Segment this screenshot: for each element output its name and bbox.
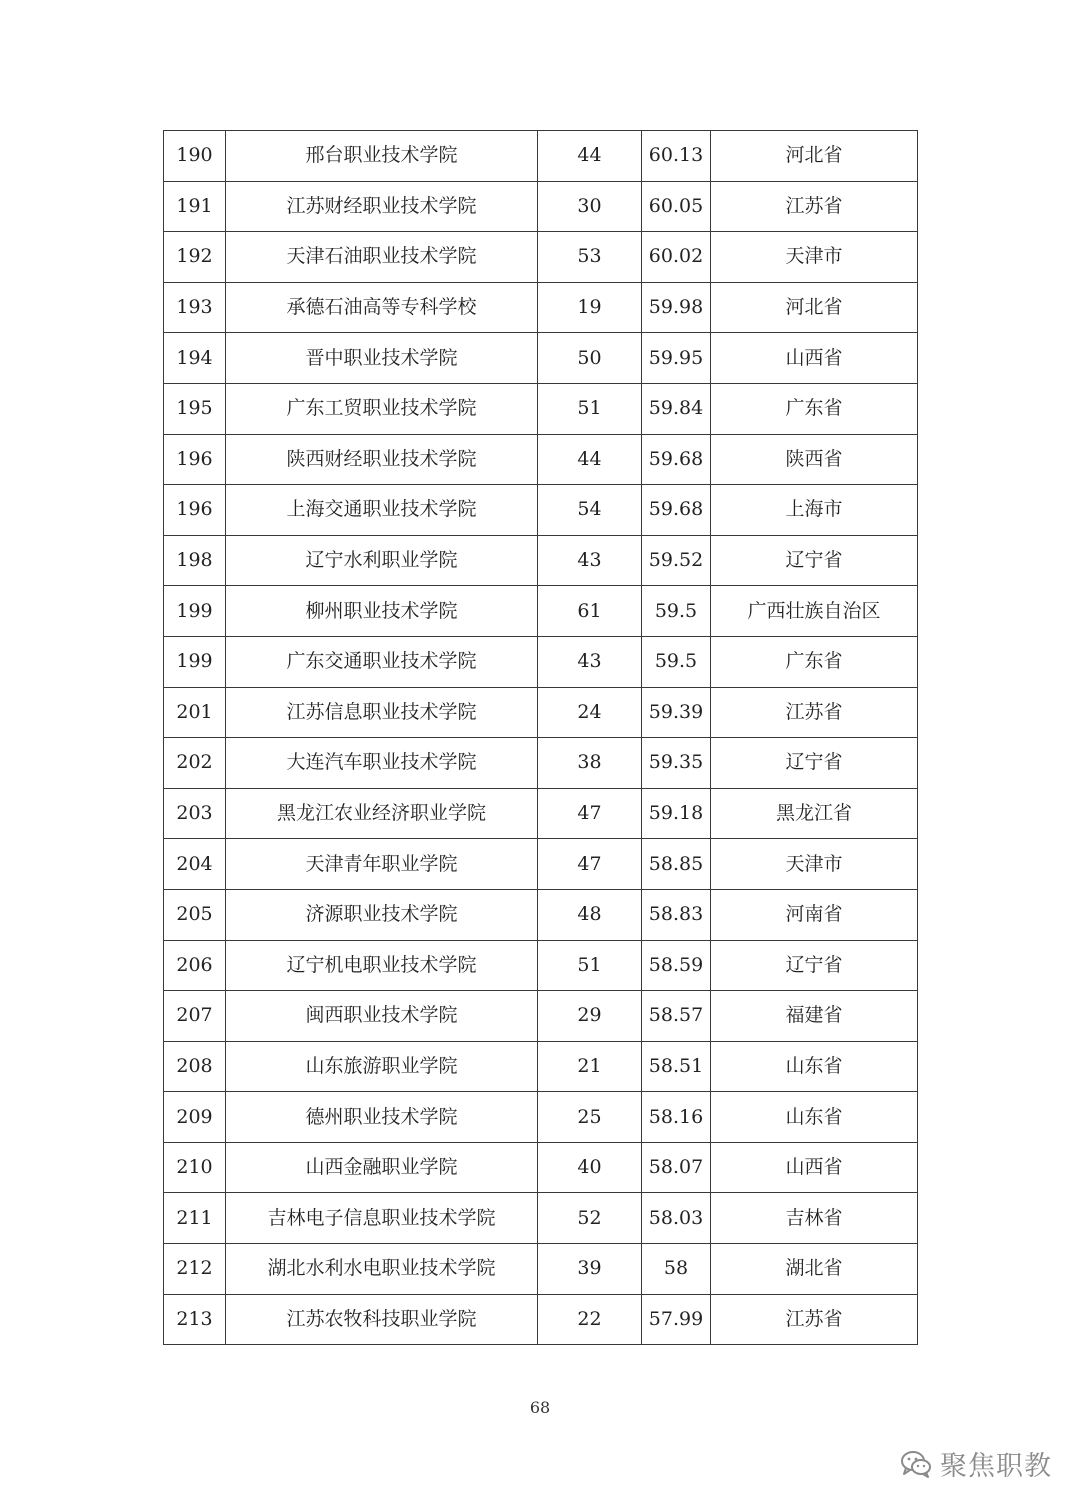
score-cell: 59.98 — [642, 282, 711, 333]
rank-cell: 199 — [164, 586, 226, 637]
province-cell: 河南省 — [711, 889, 918, 940]
province-cell: 广西壮族自治区 — [711, 586, 918, 637]
rank-cell: 192 — [164, 232, 226, 283]
rank-cell: 190 — [164, 131, 226, 182]
college-name-cell: 大连汽车职业技术学院 — [226, 738, 538, 789]
table-row — [164, 434, 918, 485]
college-name-cell: 闽西职业技术学院 — [226, 991, 538, 1042]
college-name-cell: 承德石油高等专科学校 — [226, 282, 538, 333]
rank-cell: 194 — [164, 333, 226, 384]
rank-cell: 196 — [164, 485, 226, 536]
rank-cell: 207 — [164, 991, 226, 1042]
rank-cell: 193 — [164, 282, 226, 333]
score-cell: 59.52 — [642, 535, 711, 586]
college-name-cell: 上海交通职业技术学院 — [226, 485, 538, 536]
college-name-cell: 德州职业技术学院 — [226, 1092, 538, 1143]
college-name-cell: 黑龙江农业经济职业学院 — [226, 788, 538, 839]
rank-cell: 211 — [164, 1193, 226, 1244]
score-cell: 57.99 — [642, 1294, 711, 1345]
rank-cell: 213 — [164, 1294, 226, 1345]
province-cell: 福建省 — [711, 991, 918, 1042]
score-cell: 58.07 — [642, 1142, 711, 1193]
province-cell: 山东省 — [711, 1041, 918, 1092]
province-cell: 广东省 — [711, 636, 918, 687]
table-row — [164, 485, 918, 536]
score-cell: 59.68 — [642, 485, 711, 536]
count-cell: 43 — [538, 535, 642, 586]
rank-cell: 202 — [164, 738, 226, 789]
rank-cell: 191 — [164, 181, 226, 232]
table-row — [164, 383, 918, 434]
rank-cell: 204 — [164, 839, 226, 890]
count-cell: 54 — [538, 485, 642, 536]
province-cell: 广东省 — [711, 383, 918, 434]
rank-cell: 196 — [164, 434, 226, 485]
province-cell: 江苏省 — [711, 687, 918, 738]
college-name-cell: 江苏财经职业技术学院 — [226, 181, 538, 232]
count-cell: 47 — [538, 839, 642, 890]
table-row — [164, 889, 918, 940]
score-cell: 58.16 — [642, 1092, 711, 1143]
table-row — [164, 940, 918, 991]
wechat-icon — [900, 1450, 932, 1478]
rank-cell: 205 — [164, 889, 226, 940]
college-name-cell: 山东旅游职业学院 — [226, 1041, 538, 1092]
table-row — [164, 1142, 918, 1193]
table-row — [164, 232, 918, 283]
rank-cell: 198 — [164, 535, 226, 586]
score-cell: 58.03 — [642, 1193, 711, 1244]
rank-cell: 203 — [164, 788, 226, 839]
score-cell: 58 — [642, 1244, 711, 1295]
rank-cell: 209 — [164, 1092, 226, 1143]
table-row — [164, 181, 918, 232]
college-name-cell: 辽宁水利职业学院 — [226, 535, 538, 586]
college-name-cell: 天津石油职业技术学院 — [226, 232, 538, 283]
score-cell: 60.05 — [642, 181, 711, 232]
college-name-cell: 邢台职业技术学院 — [226, 131, 538, 182]
province-cell: 吉林省 — [711, 1193, 918, 1244]
college-name-cell: 济源职业技术学院 — [226, 889, 538, 940]
score-cell: 59.5 — [642, 586, 711, 637]
count-cell: 19 — [538, 282, 642, 333]
score-cell: 59.5 — [642, 636, 711, 687]
province-cell: 江苏省 — [711, 181, 918, 232]
table-row — [164, 1244, 918, 1295]
college-name-cell: 山西金融职业学院 — [226, 1142, 538, 1193]
watermark-text: 聚焦职教 — [940, 1451, 1052, 1482]
count-cell: 39 — [538, 1244, 642, 1295]
college-name-cell: 广东交通职业技术学院 — [226, 636, 538, 687]
table-row — [164, 282, 918, 333]
college-name-cell: 陕西财经职业技术学院 — [226, 434, 538, 485]
count-cell: 44 — [538, 434, 642, 485]
count-cell: 51 — [538, 383, 642, 434]
ranking-table — [163, 130, 918, 1345]
province-cell: 河北省 — [711, 282, 918, 333]
rank-cell: 210 — [164, 1142, 226, 1193]
table-row — [164, 1193, 918, 1244]
count-cell: 47 — [538, 788, 642, 839]
province-cell: 上海市 — [711, 485, 918, 536]
table-row — [164, 1041, 918, 1092]
table-row — [164, 333, 918, 384]
ranking-table-body — [164, 131, 918, 1345]
province-cell: 黑龙江省 — [711, 788, 918, 839]
rank-cell: 195 — [164, 383, 226, 434]
count-cell: 22 — [538, 1294, 642, 1345]
count-cell: 61 — [538, 586, 642, 637]
province-cell: 辽宁省 — [711, 940, 918, 991]
college-name-cell: 辽宁机电职业技术学院 — [226, 940, 538, 991]
table-row — [164, 586, 918, 637]
count-cell: 29 — [538, 991, 642, 1042]
province-cell: 山东省 — [711, 1092, 918, 1143]
province-cell: 陕西省 — [711, 434, 918, 485]
table-row — [164, 1294, 918, 1345]
province-cell: 天津市 — [711, 839, 918, 890]
college-name-cell: 江苏农牧科技职业学院 — [226, 1294, 538, 1345]
score-cell: 60.02 — [642, 232, 711, 283]
count-cell: 40 — [538, 1142, 642, 1193]
rank-cell: 206 — [164, 940, 226, 991]
table-row — [164, 738, 918, 789]
count-cell: 24 — [538, 687, 642, 738]
count-cell: 25 — [538, 1092, 642, 1143]
province-cell: 湖北省 — [711, 1244, 918, 1295]
college-name-cell: 晋中职业技术学院 — [226, 333, 538, 384]
count-cell: 30 — [538, 181, 642, 232]
college-name-cell: 柳州职业技术学院 — [226, 586, 538, 637]
table-row — [164, 788, 918, 839]
rank-cell: 208 — [164, 1041, 226, 1092]
college-name-cell: 江苏信息职业技术学院 — [226, 687, 538, 738]
score-cell: 60.13 — [642, 131, 711, 182]
score-cell: 59.18 — [642, 788, 711, 839]
province-cell: 江苏省 — [711, 1294, 918, 1345]
table-row — [164, 131, 918, 182]
score-cell: 59.68 — [642, 434, 711, 485]
count-cell: 52 — [538, 1193, 642, 1244]
rank-cell: 199 — [164, 636, 226, 687]
table-row — [164, 991, 918, 1042]
score-cell: 59.39 — [642, 687, 711, 738]
table-row — [164, 839, 918, 890]
page-number: 68 — [529, 1398, 551, 1417]
score-cell: 58.85 — [642, 839, 711, 890]
score-cell: 58.59 — [642, 940, 711, 991]
college-name-cell: 吉林电子信息职业技术学院 — [226, 1193, 538, 1244]
table-row — [164, 687, 918, 738]
province-cell: 山西省 — [711, 333, 918, 384]
count-cell: 53 — [538, 232, 642, 283]
province-cell: 山西省 — [711, 1142, 918, 1193]
score-cell: 59.95 — [642, 333, 711, 384]
count-cell: 50 — [538, 333, 642, 384]
score-cell: 59.35 — [642, 738, 711, 789]
score-cell: 59.84 — [642, 383, 711, 434]
college-name-cell: 湖北水利水电职业技术学院 — [226, 1244, 538, 1295]
score-cell: 58.83 — [642, 889, 711, 940]
count-cell: 48 — [538, 889, 642, 940]
table-row — [164, 636, 918, 687]
count-cell: 43 — [538, 636, 642, 687]
province-cell: 辽宁省 — [711, 738, 918, 789]
rank-cell: 212 — [164, 1244, 226, 1295]
college-name-cell: 广东工贸职业技术学院 — [226, 383, 538, 434]
province-cell: 辽宁省 — [711, 535, 918, 586]
count-cell: 44 — [538, 131, 642, 182]
watermark — [900, 1444, 1052, 1483]
table-row — [164, 1092, 918, 1143]
count-cell: 38 — [538, 738, 642, 789]
score-cell: 58.57 — [642, 991, 711, 1042]
college-name-cell: 天津青年职业学院 — [226, 839, 538, 890]
province-cell: 天津市 — [711, 232, 918, 283]
table-row — [164, 535, 918, 586]
count-cell: 21 — [538, 1041, 642, 1092]
score-cell: 58.51 — [642, 1041, 711, 1092]
count-cell: 51 — [538, 940, 642, 991]
province-cell: 河北省 — [711, 131, 918, 182]
rank-cell: 201 — [164, 687, 226, 738]
